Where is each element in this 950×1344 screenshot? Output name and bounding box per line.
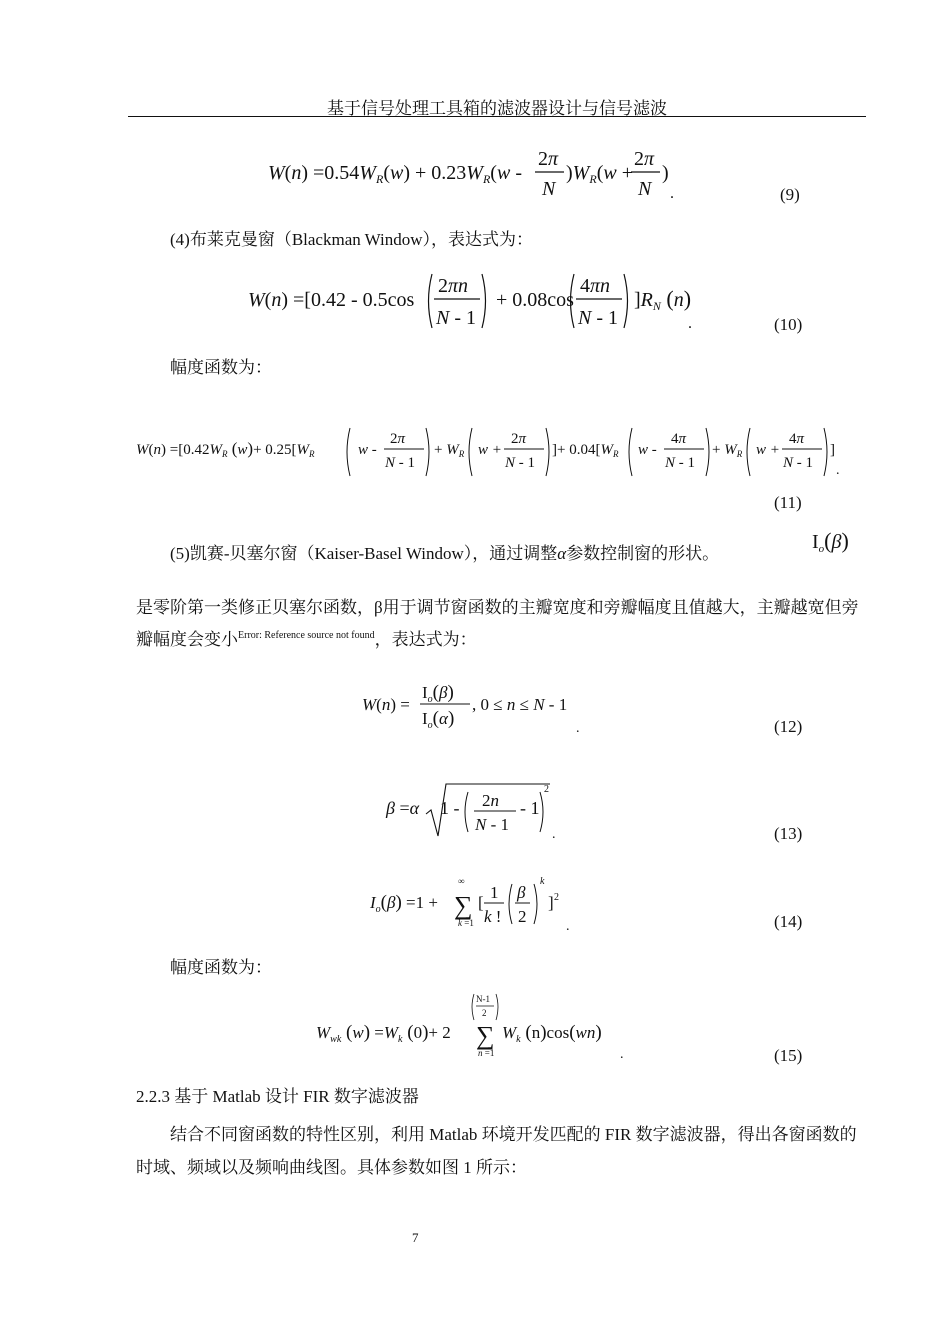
paragraph-kaiser-intro	[136, 540, 860, 568]
svg-text:2: 2	[554, 892, 559, 903]
svg-text:w +: w +	[478, 442, 502, 458]
svg-text:N - 1: N - 1	[578, 307, 619, 329]
svg-text:]RN (n): ]$R_N$ (n)	[634, 286, 692, 313]
svg-text:Wk (n)cos(wn): $W_k$ (n)cos(wn)	[502, 1022, 602, 1045]
svg-text:N - 1: N - 1	[505, 455, 536, 471]
equation-number: (15)	[774, 1046, 803, 1065]
paragraph-blackman: (4)布莱克曼窗（Blackman Window），表达式为：	[170, 230, 534, 249]
kaiser-body-end: ，表达式为：	[374, 630, 477, 649]
svg-text:.: .	[836, 463, 840, 478]
svg-text:2πn: 2πn	[438, 275, 469, 297]
equation-14	[366, 870, 580, 936]
svg-text:+ WR: + $W_R$	[434, 442, 465, 459]
svg-text:1: 1	[490, 883, 499, 902]
svg-text:]: ]	[548, 893, 554, 912]
svg-text:2: 2	[518, 907, 527, 926]
equation-11	[134, 420, 846, 480]
equation-number: (9)	[780, 185, 800, 204]
svg-text:Io(α): $I_o(\alpha)$	[422, 708, 455, 731]
svg-text:]: ]	[830, 442, 835, 458]
svg-text:2π: 2π	[538, 148, 559, 170]
svg-text:[: [	[478, 893, 484, 912]
svg-text:Wwk (w) =Wk (0)+ 2: $W_{wk}$ $(w) =W_k$ (0)+ 2	[316, 1022, 451, 1045]
equation-15	[312, 990, 634, 1066]
svg-text:N: N	[638, 178, 652, 200]
header-rule	[128, 116, 866, 117]
svg-text:4πn: 4πn	[580, 275, 611, 297]
svg-text:2: 2	[482, 1008, 487, 1018]
svg-text:w -: w -	[638, 442, 657, 458]
svg-text:- 1: - 1	[520, 798, 540, 818]
svg-text:∑: ∑	[454, 891, 473, 920]
equation-number: (11)	[774, 493, 802, 512]
svg-text:n =1: n =1	[478, 1048, 495, 1058]
svg-text:.: .	[670, 185, 674, 202]
svg-text:N-1: N-1	[476, 994, 490, 1004]
svg-text:.: .	[620, 1047, 624, 1062]
svg-text:N - 1: N - 1	[436, 307, 477, 329]
paragraph-matlab: 结合不同窗函数的特性区别，利用 Matlab 环境开发匹配的 FIR 数字滤波器，得出各窗函数的时域、频域以及频响曲线图。具体参数如图 1 所示：	[136, 1125, 857, 1177]
kaiser-body-text: 是零阶第一类修正贝塞尔函数，β用于调节窗函数的主瓣宽度和旁瓣幅度且值越大，主瓣越宽但旁瓣幅度会变小	[136, 598, 859, 649]
svg-text:2π: 2π	[390, 431, 406, 447]
svg-text:Io(β): $I_o(\beta)$	[422, 682, 454, 705]
svg-text:Io(β) =1 +: $I_o(\beta) =1$ +	[370, 892, 438, 915]
equation-number: (12)	[774, 717, 803, 736]
svg-text:k !: k !	[484, 907, 502, 926]
running-header: 基于信号处理工具箱的滤波器设计与信号滤波	[327, 99, 667, 118]
paragraph-kaiser-body	[136, 594, 860, 654]
svg-text:4π: 4π	[789, 431, 805, 447]
kaiser-intro-text: (5)凯赛-贝塞尔窗（Kaiser-Basel Window），通过调整	[170, 544, 558, 563]
equation-12	[358, 676, 590, 740]
svg-text:2π: 2π	[634, 148, 655, 170]
svg-text:]+ 0.04[WR: ]+ $0.04[W_R$	[552, 442, 619, 459]
svg-text:.: .	[576, 721, 580, 736]
svg-text:2n: 2n	[482, 791, 499, 810]
svg-text:W(n) =0.54WR(w) + 0.23WR(w -: $W(n) =0.54W_R(w) + 0.23W_R(w$ -	[268, 162, 522, 186]
svg-text:W(n) =[0.42WR (w)+ 0.25[WR: $W(n) =[0.42W_R$ $(w)+ 0.25[W_R$	[136, 439, 315, 459]
svg-text:∞: ∞	[458, 876, 465, 886]
svg-text:N: N	[542, 178, 556, 200]
svg-text:.: .	[552, 827, 556, 842]
svg-text:1 -: 1 -	[440, 798, 460, 818]
page-number: 7	[412, 1230, 419, 1245]
equation-number: (14)	[774, 912, 803, 931]
svg-text:W(n) =: W(n) =	[362, 695, 410, 714]
svg-text:): )	[662, 162, 669, 184]
svg-text:N - 1: N - 1	[385, 455, 416, 471]
svg-text:, 0 ≤ n ≤ N - 1: , 0 ≤ n ≤ N - 1	[472, 695, 568, 714]
equation-10	[244, 268, 704, 334]
svg-text:+ 0.08cos: + 0.08cos	[496, 289, 574, 311]
equation-number: (10)	[774, 315, 803, 334]
svg-text:w -: w -	[358, 442, 377, 458]
equation-9	[262, 146, 692, 206]
alpha-symbol: α	[557, 544, 567, 563]
equation-number: (13)	[774, 824, 803, 843]
bessel-symbol	[810, 524, 866, 558]
svg-text:β: β	[517, 883, 526, 902]
svg-text:N - 1: N - 1	[783, 455, 814, 471]
reference-error: Error: Reference source not found	[238, 630, 375, 641]
svg-text:∑: ∑	[476, 1021, 495, 1050]
svg-text:W(n) =[0.42 - 0.5cos: W(n) =[0.42 - 0.5cos	[248, 289, 415, 311]
svg-text:N - 1: N - 1	[475, 815, 510, 834]
svg-text:.: .	[688, 315, 692, 332]
section-heading: 2.2.3 基于 Matlab 设计 FIR 数字滤波器	[136, 1087, 419, 1106]
svg-text:2π: 2π	[511, 431, 527, 447]
svg-text:N - 1: N - 1	[665, 455, 696, 471]
svg-text:β =α: β =α	[386, 798, 420, 818]
paragraph-amplitude: 幅度函数为：	[170, 958, 272, 977]
paragraph-amplitude: 幅度函数为：	[170, 358, 272, 377]
equation-13	[382, 778, 572, 842]
svg-text:2: 2	[544, 784, 549, 795]
svg-text:Io(β): $I_o(\beta)$	[812, 528, 849, 555]
kaiser-intro-text-b: 参数控制窗的形状。	[566, 544, 720, 563]
svg-text:w +: w +	[756, 442, 780, 458]
svg-text:)WR(w +: )$W_R(w$ +	[566, 162, 633, 186]
svg-text:+ WR: + $W_R$	[712, 442, 743, 459]
svg-text:k: k	[540, 876, 545, 887]
svg-text:.: .	[566, 919, 570, 934]
svg-text:k =1: k =1	[458, 918, 474, 928]
svg-text:4π: 4π	[671, 431, 687, 447]
